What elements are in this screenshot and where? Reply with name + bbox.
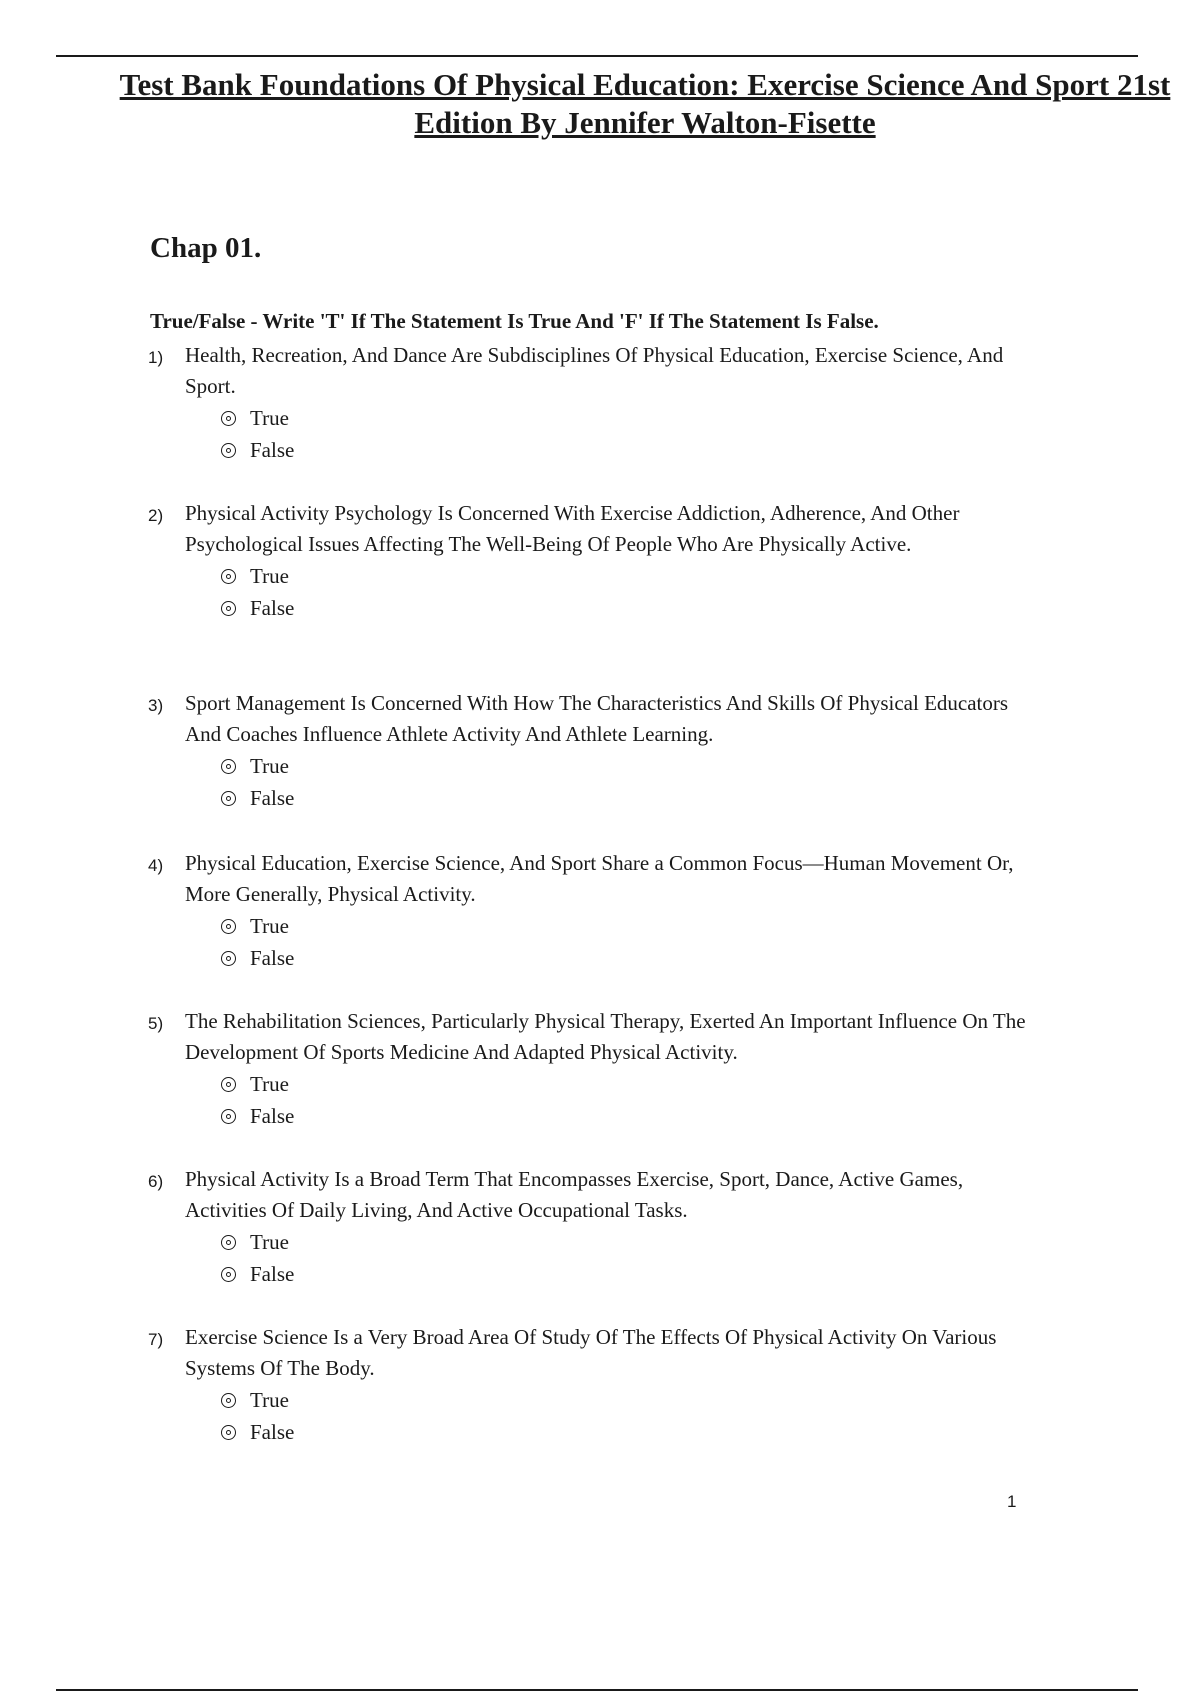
header-rule <box>56 55 1138 57</box>
radio-button-icon[interactable] <box>221 601 236 616</box>
question-number: 6) <box>148 1172 164 1191</box>
option-label: True <box>250 564 289 588</box>
option-true[interactable] <box>221 1384 1048 1416</box>
option-label: False <box>250 1262 295 1286</box>
question-text: Sport Management Is Concerned With How The Characteristics And Skills Of Physical Educators And Coaches Influence Athlete Activity And Athlete Learning. <box>185 691 1009 746</box>
option-false[interactable] <box>221 1258 1048 1290</box>
radio-button-icon[interactable] <box>221 443 236 458</box>
option-label: False <box>250 786 295 810</box>
radio-button-icon[interactable] <box>221 791 236 806</box>
option-true[interactable] <box>221 560 1048 592</box>
option-label: True <box>250 914 289 938</box>
question-number: 1) <box>148 348 164 367</box>
question-number: 3) <box>148 696 164 715</box>
radio-button-icon[interactable] <box>221 1109 236 1124</box>
question-5 <box>148 1006 1048 1132</box>
answer-options <box>148 1068 1048 1132</box>
answer-options <box>148 750 1048 814</box>
question-text: Physical Activity Is a Broad Term That Encompasses Exercise, Sport, Dance, Active Games, Activities Of Daily Living, And Active Occupational Tasks. <box>185 1167 964 1222</box>
option-false[interactable] <box>221 782 1048 814</box>
answer-options <box>148 910 1048 974</box>
option-true[interactable] <box>221 910 1048 942</box>
document-title: Test Bank Foundations Of Physical Education: Exercise Science And Sport 21st Edition By Jennifer Walton-Fisette <box>119 67 1171 140</box>
question-3 <box>148 688 1048 814</box>
option-false[interactable] <box>221 1416 1048 1448</box>
option-label: True <box>250 406 289 430</box>
option-true[interactable] <box>221 1068 1048 1100</box>
question-6 <box>148 1164 1048 1290</box>
radio-button-icon[interactable] <box>221 951 236 966</box>
question-2 <box>148 498 1048 624</box>
radio-button-icon[interactable] <box>221 1267 236 1282</box>
radio-button-icon[interactable] <box>221 1235 236 1250</box>
question-number: 4) <box>148 856 164 875</box>
footer-rule <box>56 1689 1138 1691</box>
answer-options <box>148 560 1048 624</box>
option-label: True <box>250 1230 289 1254</box>
option-true[interactable] <box>221 750 1048 782</box>
option-label: False <box>250 1420 295 1444</box>
question-number: 5) <box>148 1014 164 1033</box>
answer-options <box>148 402 1048 466</box>
radio-button-icon[interactable] <box>221 759 236 774</box>
question-text: Physical Education, Exercise Science, And Sport Share a Common Focus—Human Movement Or, More Generally, Physical Activity. <box>185 851 1014 906</box>
question-1 <box>148 340 1048 466</box>
option-label: False <box>250 946 295 970</box>
option-label: True <box>250 1072 289 1096</box>
radio-button-icon[interactable] <box>221 1393 236 1408</box>
question-7 <box>148 1322 1048 1448</box>
option-false[interactable] <box>221 1100 1048 1132</box>
option-true[interactable] <box>221 402 1048 434</box>
question-text: The Rehabilitation Sciences, Particularly Physical Therapy, Exerted An Important Influence On The Development Of Sports Medicine And Adapted Physical Activity. <box>185 1009 1026 1064</box>
radio-button-icon[interactable] <box>221 1077 236 1092</box>
radio-button-icon[interactable] <box>221 919 236 934</box>
chapter-heading: Chap 01. <box>150 232 262 264</box>
question-text: Physical Activity Psychology Is Concerned With Exercise Addiction, Adherence, And Other Psychological Issues Affecting The Well-Being Of People Who Are Physically Active. <box>185 501 960 556</box>
answer-options <box>148 1384 1048 1448</box>
option-false[interactable] <box>221 434 1048 466</box>
answer-options <box>148 1226 1048 1290</box>
question-number: 7) <box>148 1330 164 1349</box>
radio-button-icon[interactable] <box>221 1425 236 1440</box>
option-false[interactable] <box>221 942 1048 974</box>
option-label: False <box>250 1104 295 1128</box>
question-number: 2) <box>148 506 164 525</box>
radio-button-icon[interactable] <box>221 411 236 426</box>
page-number: 1 <box>1007 1492 1017 1511</box>
question-4 <box>148 848 1048 974</box>
option-false[interactable] <box>221 592 1048 624</box>
option-label: False <box>250 596 295 620</box>
option-true[interactable] <box>221 1226 1048 1258</box>
question-text: Health, Recreation, And Dance Are Subdisciplines Of Physical Education, Exercise Science, And Sport. <box>185 343 1004 398</box>
option-label: True <box>250 1388 289 1412</box>
radio-button-icon[interactable] <box>221 569 236 584</box>
question-text: Exercise Science Is a Very Broad Area Of Study Of The Effects Of Physical Activity On Various Systems Of The Body. <box>185 1325 997 1380</box>
section-instructions: True/False - Write 'T' If The Statement Is True And 'F' If The Statement Is False. <box>150 309 879 333</box>
option-label: False <box>250 438 295 462</box>
option-label: True <box>250 754 289 778</box>
